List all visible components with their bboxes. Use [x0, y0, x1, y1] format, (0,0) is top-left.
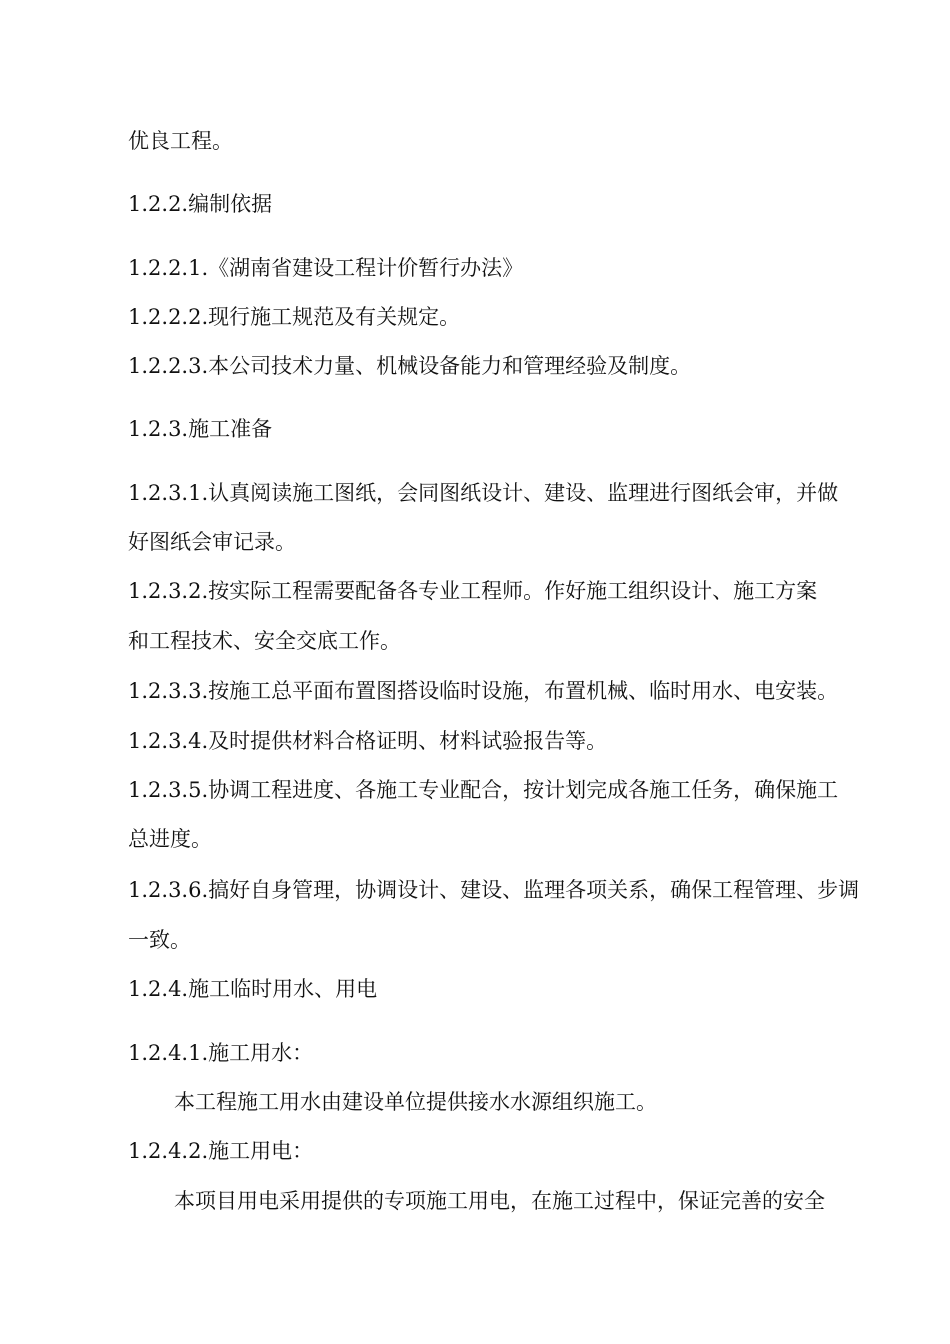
text-line-14: 总进度。: [128, 827, 212, 851]
text-line-15: 1.2.3.6.搞好自身管理，协调设计、建设、监理各项关系，确保工程管理、步调: [128, 878, 860, 902]
section-heading-1-2-3: 1.2.3.施工准备: [128, 417, 273, 441]
text-line-11: 1.2.3.3.按施工总平面布置图搭设临时设施，布置机械、临时用水、电安装。: [128, 679, 839, 703]
text-line-9: 1.2.3.2.按实际工程需要配备各专业工程师。作好施工组织设计、施工方案: [128, 579, 818, 603]
text-line-16: 一致。: [128, 928, 191, 952]
section-heading-1-2-4: 1.2.4.施工临时用水、用电: [128, 977, 378, 1001]
text-line-5: 1.2.2.3.本公司技术力量、机械设备能力和管理经验及制度。: [128, 354, 692, 378]
text-line-18: 1.2.4.1.施工用水：: [128, 1041, 314, 1065]
section-heading-1-2-2: 1.2.2.编制依据: [128, 192, 273, 216]
text-line-1: 优良工程。: [128, 129, 233, 153]
text-line-12: 1.2.3.4.及时提供材料合格证明、材料试验报告等。: [128, 729, 608, 753]
text-line-8: 好图纸会审记录。: [128, 530, 296, 554]
text-line-20: 1.2.4.2.施工用电：: [128, 1139, 314, 1163]
text-line-10: 和工程技术、安全交底工作。: [128, 629, 401, 653]
text-line-4: 1.2.2.2.现行施工规范及有关规定。: [128, 305, 461, 329]
text-line-13: 1.2.3.5.协调工程进度、各施工专业配合，按计划完成各施工任务，确保施工: [128, 778, 839, 802]
text-line-19: 本工程施工用水由建设单位提供接水水源组织施工。: [174, 1090, 657, 1114]
text-line-3: 1.2.2.1.《湖南省建设工程计价暂行办法》: [128, 256, 524, 280]
text-line-21: 本项目用电采用提供的专项施工用电，在施工过程中，保证完善的安全: [174, 1189, 825, 1213]
text-line-7: 1.2.3.1.认真阅读施工图纸，会同图纸设计、建设、监理进行图纸会审，并做: [128, 481, 839, 505]
